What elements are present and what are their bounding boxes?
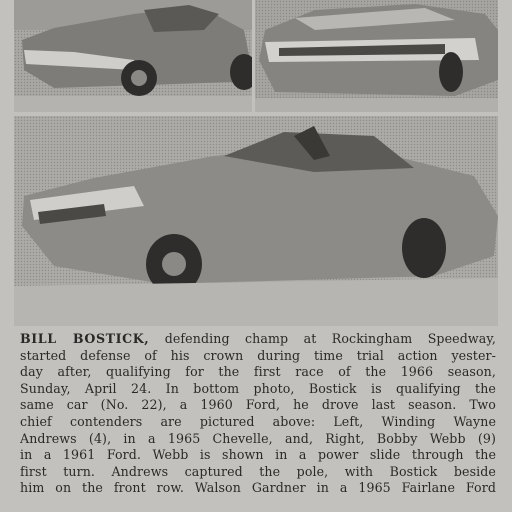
caption-line: in a 1961 Ford. Webb is shown in a power slide through the (20, 447, 496, 463)
caption-line: started defense of his crown during time trial action yester- (20, 347, 496, 363)
photo-caption (20, 331, 496, 497)
caption-line: him on the front row. Walson Gardner in a 1965 Fairlane Ford (20, 480, 496, 496)
caption-text: defending champ at Rockingham Speedway, (149, 331, 496, 346)
car-illustration-chevelle (14, 0, 252, 112)
photo-bostick-1960-ford (14, 116, 498, 326)
caption-line: Andrews (4), in a 1965 Chevelle, and, Right, Bobby Webb (9) (20, 430, 496, 446)
car-illustration-1961-ford (255, 0, 498, 112)
caption-lead: BILL BOSTICK, (20, 331, 150, 346)
caption-line: same car (No. 22), a 1960 Ford, he drove last season. Two (20, 397, 496, 413)
car-illustration-1960-ford-no-22 (14, 116, 498, 326)
caption-line: chief contenders are pictured above: Left, Winding Wayne (20, 413, 496, 429)
caption-line: Sunday, April 24. In bottom photo, Bostick is qualifying the (20, 380, 496, 396)
caption-line: day after, qualifying for the first race of the 1966 season, (20, 364, 496, 380)
photo-chevelle-race-car (14, 0, 252, 112)
caption-line (20, 331, 496, 348)
caption-line: first turn. Andrews captured the pole, with Bostick beside (20, 463, 496, 479)
photo-1961-ford-race-car (255, 0, 498, 112)
